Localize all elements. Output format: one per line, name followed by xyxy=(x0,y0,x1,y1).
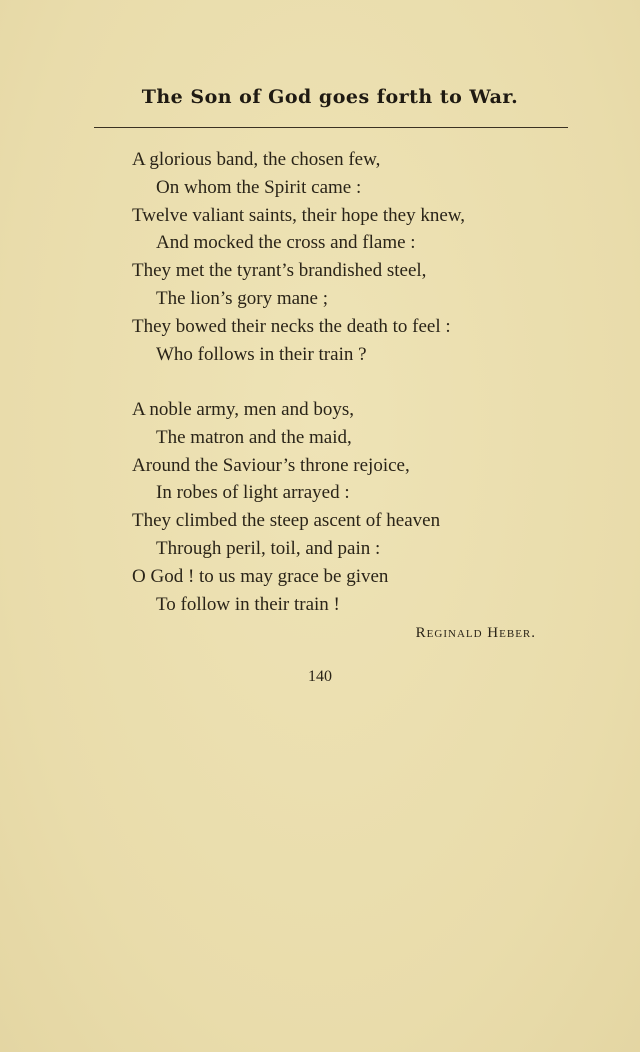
poem-line: Through peril, toil, and pain : xyxy=(156,537,381,559)
author-attribution: Reginald Heber. xyxy=(415,625,536,641)
poem-line: Twelve valiant saints, their hope they knew, xyxy=(132,204,466,226)
poem-line: The lion’s gory mane ; xyxy=(156,287,329,309)
poem-line: A glorious band, the chosen few, xyxy=(132,149,381,170)
running-title: The Son of God goes forth to War. xyxy=(141,86,519,108)
page-number: 140 xyxy=(308,668,332,685)
poem-line: The matron and the maid, xyxy=(156,426,352,448)
poem-line: Around the Saviour’s throne rejoice, xyxy=(132,454,410,476)
header-rule xyxy=(94,127,568,128)
stanza xyxy=(132,146,552,368)
poem-line: A noble army, men and boys, xyxy=(132,399,354,420)
poem-line: Who follows in their train ? xyxy=(156,343,367,365)
poem-line: They met the tyrant’s brandished steel, xyxy=(132,260,427,282)
stanza xyxy=(132,396,552,618)
poem-line: And mocked the cross and flame : xyxy=(156,232,416,254)
poem-line: They climbed the steep ascent of heaven xyxy=(132,510,441,532)
poem-line: To follow in their train ! xyxy=(156,593,340,615)
poem-line: They bowed their necks the death to feel : xyxy=(132,315,451,337)
poem-line: On whom the Spirit came : xyxy=(156,176,362,198)
poem-line: O God ! to us may grace be given xyxy=(132,565,389,587)
poem-line: In robes of light arrayed : xyxy=(156,482,350,504)
